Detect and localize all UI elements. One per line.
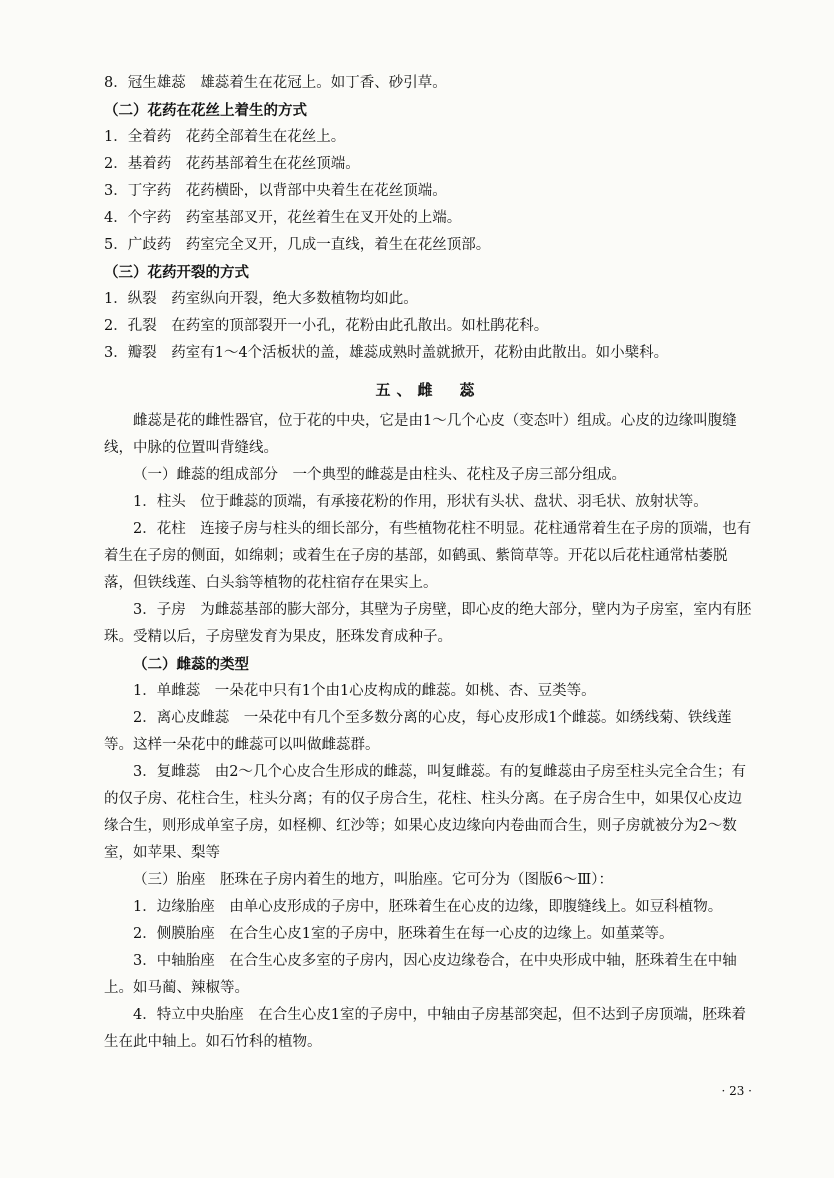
subheading: （二）雌蕊的类型	[133, 656, 249, 673]
page-number: · 23 ·	[721, 1084, 752, 1098]
text-line: 3．瓣裂 药室有1～4个活板状的盖，雄蕊成熟时盖就掀开，花粉由此散出。如小檗科。	[104, 345, 669, 361]
paragraph: （三）胎座 胚珠在子房内着生的地方，叫胎座。它可分为（图版6～Ⅲ）：	[133, 872, 613, 888]
paragraph: 1．柱头 位于雌蕊的顶端，有承接花粉的作用，形状有头状、盘状、羽毛状、放射状等。	[133, 494, 708, 510]
text-line: 8．冠生雄蕊 雄蕊着生在花冠上。如丁香、砂引草。	[104, 75, 447, 91]
paragraph: 3．子房 为雌蕊基部的膨大部分，其壁为子房壁，即心皮的绝大部分，壁内为子房室，室内有胚珠。受精以后，子房壁发育为果皮，胚珠发育成种子。	[104, 602, 752, 645]
paragraph: 3．复雌蕊 由2～几个心皮合生形成的雌蕊，叫复雌蕊。有的复雌蕊由子房至柱头完全合生；有的仅子房、花柱合生，柱头分离；有的仅子房合生，花柱、柱头分离。在子房合生中，如果仅心皮边缘合生，则形成单室子房，如柽柳、红沙等；如果心皮边缘向内卷曲而合生，则子房就被分为2～数室，如苹果、梨等	[104, 764, 746, 861]
paragraph: 3．中轴胎座 在合生心皮多室的子房内，因心皮边缘卷合，在中央形成中轴，胚珠着生在中轴上。如马蔺、辣椒等。	[104, 953, 737, 996]
text-line: 3．丁字药 花药横卧，以背部中央着生在花丝顶端。	[104, 183, 447, 199]
document-page	[104, 70, 752, 1056]
text-line: 2．孔裂 在药室的顶部裂开一小孔，花粉由此孔散出。如杜鹃花科。	[104, 318, 549, 334]
paragraph: 2．侧膜胎座 在合生心皮1室的子房中，胚珠着生在每一心皮的边缘上。如堇菜等。	[133, 926, 674, 942]
subheading: （二）花药在花丝上着生的方式	[104, 102, 307, 119]
paragraph: 雌蕊是花的雌性器官，位于花的中央，它是由1～几个心皮（变态叶）组成。心皮的边缘叫腹缝线，中脉的位置叫背缝线。	[104, 413, 737, 456]
text-line: 5．广歧药 药室完全叉开，几成一直线，着生在花丝顶部。	[104, 237, 491, 253]
paragraph: （一）雌蕊的组成部分 一个典型的雌蕊是由柱头、花柱及子房三部分组成。	[133, 467, 626, 483]
text-line: 2．基着药 花药基部着生在花丝顶端。	[104, 156, 360, 172]
paragraph: 2．离心皮雌蕊 一朵花中有几个至多数分离的心皮，每心皮形成1个雌蕊。如绣线菊、铁线莲等。这样一朵花中的雌蕊可以叫做雌蕊群。	[104, 710, 732, 753]
text-line: 1．全着药 花药全部着生在花丝上。	[104, 129, 346, 145]
paragraph: 4．特立中央胎座 在合生心皮1室的子房中，中轴由子房基部突起，但不达到子房顶端，胚珠着生在此中轴上。如石竹科的植物。	[104, 1007, 746, 1050]
section-title: 五、雌 蕊	[375, 381, 481, 399]
paragraph: 1．单雌蕊 一朵花中只有1个由1心皮构成的雌蕊。如桃、杏、豆类等。	[133, 683, 596, 699]
paragraph: 2．花柱 连接子房与柱头的细长部分，有些植物花柱不明显。花柱通常着生在子房的顶端，也有着生在子房的侧面，如绵刺；或着生在子房的基部，如鹤虱、紫筒草等。开花以后花柱通常枯萎脱落，但铁线莲、白头翁等植物的花柱宿存在果实上。	[104, 521, 752, 591]
text-line: 1．纵裂 药室纵向开裂，绝大多数植物均如此。	[104, 291, 418, 307]
paragraph: 1．边缘胎座 由单心皮形成的子房中，胚珠着生在心皮的边缘，即腹缝线上。如豆科植物。	[133, 899, 723, 915]
subheading: （三）花药开裂的方式	[104, 264, 249, 281]
text-line: 4．个字药 药室基部叉开，花丝着生在叉开处的上端。	[104, 210, 462, 226]
